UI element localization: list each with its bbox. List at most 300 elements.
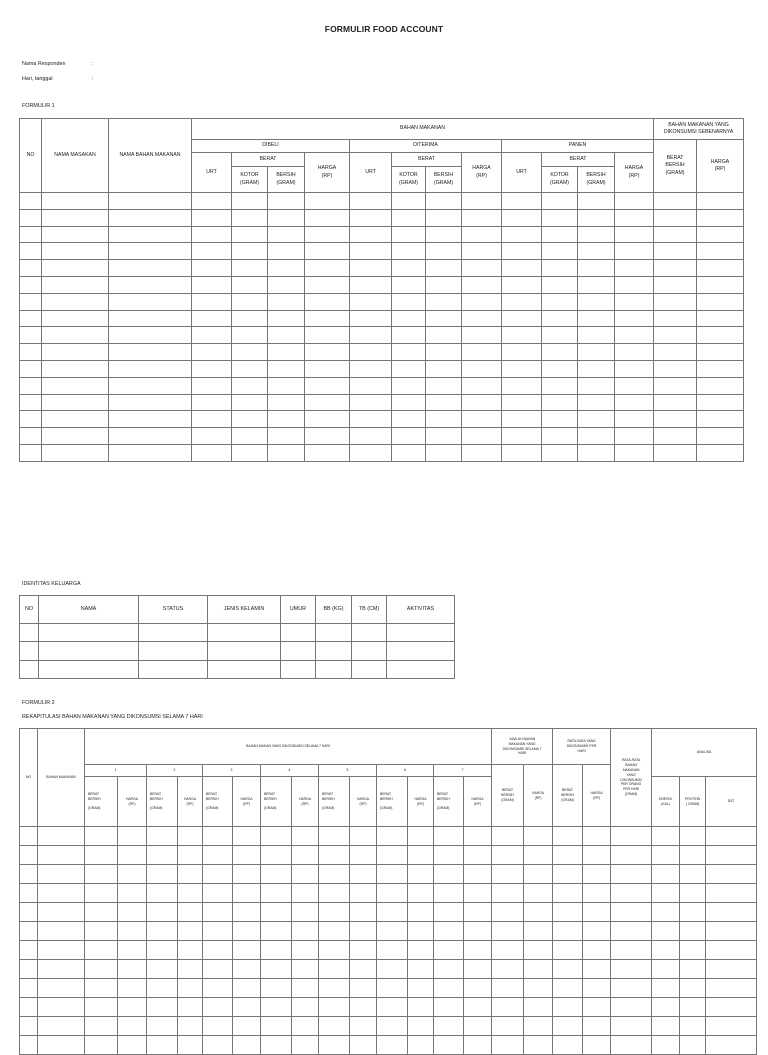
- form2-table-cell[interactable]: [434, 903, 464, 922]
- form1-table-cell[interactable]: [392, 360, 426, 377]
- form1-table-cell[interactable]: [42, 444, 109, 461]
- form2-table-cell[interactable]: [20, 846, 38, 865]
- form1-table-cell[interactable]: [268, 444, 305, 461]
- form1-table-cell[interactable]: [578, 444, 615, 461]
- form1-table-cell[interactable]: [615, 428, 654, 445]
- form1-table-cell[interactable]: [192, 243, 232, 260]
- form1-table-cell[interactable]: [542, 310, 578, 327]
- form2-table-cell[interactable]: [408, 941, 434, 960]
- form1-table-cell[interactable]: [305, 293, 350, 310]
- form2-table-cell[interactable]: [611, 846, 652, 865]
- form2-table-cell[interactable]: [20, 1036, 38, 1055]
- form1-table-cell[interactable]: [192, 394, 232, 411]
- form1-table-cell[interactable]: [268, 276, 305, 293]
- form2-table-cell[interactable]: [38, 960, 85, 979]
- form2-table-cell[interactable]: [408, 827, 434, 846]
- form2-table-cell[interactable]: [20, 922, 38, 941]
- form2-table-cell[interactable]: [178, 960, 203, 979]
- form1-table-cell[interactable]: [426, 209, 462, 226]
- form1-table-cell[interactable]: [268, 360, 305, 377]
- form1-table-cell[interactable]: [268, 344, 305, 361]
- form1-table-cell[interactable]: [392, 310, 426, 327]
- form2-table-cell[interactable]: [706, 998, 757, 1017]
- form1-table-cell[interactable]: [305, 310, 350, 327]
- form1-table-cell[interactable]: [542, 411, 578, 428]
- form1-table-cell[interactable]: [462, 310, 502, 327]
- form1-table-cell[interactable]: [578, 193, 615, 210]
- form2-table-cell[interactable]: [319, 979, 350, 998]
- form1-table-cell[interactable]: [654, 293, 697, 310]
- family-table-cell[interactable]: [39, 642, 139, 660]
- form1-table-cell[interactable]: [615, 226, 654, 243]
- form1-table-cell[interactable]: [192, 360, 232, 377]
- form1-table-cell[interactable]: [350, 276, 392, 293]
- form2-table-cell[interactable]: [524, 922, 553, 941]
- form2-table-cell[interactable]: [319, 998, 350, 1017]
- form2-table-cell[interactable]: [38, 865, 85, 884]
- form2-table-cell[interactable]: [434, 846, 464, 865]
- form1-table-cell[interactable]: [268, 310, 305, 327]
- form1-table-cell[interactable]: [615, 276, 654, 293]
- form2-table-cell[interactable]: [350, 846, 377, 865]
- form2-table-cell[interactable]: [553, 922, 583, 941]
- form2-table-cell[interactable]: [611, 827, 652, 846]
- form2-table-cell[interactable]: [350, 1036, 377, 1055]
- form1-table-cell[interactable]: [20, 377, 42, 394]
- form2-table-cell[interactable]: [408, 865, 434, 884]
- form2-table-cell[interactable]: [118, 827, 147, 846]
- form1-table-cell[interactable]: [578, 209, 615, 226]
- form2-table-cell[interactable]: [434, 960, 464, 979]
- form2-table-cell[interactable]: [38, 922, 85, 941]
- form2-table-cell[interactable]: [292, 865, 319, 884]
- form2-table-cell[interactable]: [492, 903, 524, 922]
- form2-table-cell[interactable]: [233, 846, 261, 865]
- form1-table-cell[interactable]: [20, 428, 42, 445]
- form2-table-cell[interactable]: [492, 922, 524, 941]
- form1-table-cell[interactable]: [462, 344, 502, 361]
- form1-table-cell[interactable]: [392, 327, 426, 344]
- form2-table-cell[interactable]: [553, 884, 583, 903]
- form2-table-cell[interactable]: [377, 1036, 408, 1055]
- form2-table-cell[interactable]: [203, 865, 233, 884]
- form2-table-cell[interactable]: [408, 903, 434, 922]
- family-table-cell[interactable]: [316, 660, 352, 678]
- form1-table-cell[interactable]: [426, 411, 462, 428]
- form2-table-cell[interactable]: [464, 865, 492, 884]
- form2-table-cell[interactable]: [492, 1036, 524, 1055]
- form2-table-cell[interactable]: [377, 1017, 408, 1036]
- form1-table-cell[interactable]: [42, 276, 109, 293]
- form1-table-cell[interactable]: [232, 327, 268, 344]
- form1-table-cell[interactable]: [109, 428, 192, 445]
- form1-table-cell[interactable]: [42, 310, 109, 327]
- form1-table-cell[interactable]: [20, 394, 42, 411]
- form1-table-cell[interactable]: [654, 360, 697, 377]
- form1-table-cell[interactable]: [502, 344, 542, 361]
- form2-table-cell[interactable]: [85, 846, 118, 865]
- form1-table-cell[interactable]: [42, 377, 109, 394]
- form1-table-cell[interactable]: [426, 243, 462, 260]
- form2-table-cell[interactable]: [377, 998, 408, 1017]
- form1-table-cell[interactable]: [654, 310, 697, 327]
- form2-table-cell[interactable]: [85, 903, 118, 922]
- form2-table-cell[interactable]: [203, 941, 233, 960]
- form2-table-cell[interactable]: [377, 827, 408, 846]
- form2-table-cell[interactable]: [292, 1036, 319, 1055]
- form1-table-cell[interactable]: [542, 394, 578, 411]
- form2-table-cell[interactable]: [408, 922, 434, 941]
- form1-table-cell[interactable]: [350, 428, 392, 445]
- form2-table-cell[interactable]: [203, 846, 233, 865]
- form1-table-cell[interactable]: [392, 243, 426, 260]
- form2-table-cell[interactable]: [434, 1036, 464, 1055]
- form2-table-cell[interactable]: [319, 1036, 350, 1055]
- form2-table-cell[interactable]: [611, 960, 652, 979]
- family-table-cell[interactable]: [139, 624, 208, 642]
- form1-table-cell[interactable]: [42, 193, 109, 210]
- form1-table-cell[interactable]: [268, 411, 305, 428]
- form2-table-cell[interactable]: [261, 922, 292, 941]
- form2-table-cell[interactable]: [147, 1036, 178, 1055]
- form1-table-cell[interactable]: [502, 209, 542, 226]
- form2-table-cell[interactable]: [652, 941, 680, 960]
- form2-table-cell[interactable]: [292, 846, 319, 865]
- form2-table-cell[interactable]: [524, 960, 553, 979]
- form2-table-cell[interactable]: [464, 979, 492, 998]
- form1-table-cell[interactable]: [192, 209, 232, 226]
- form1-table-cell[interactable]: [654, 243, 697, 260]
- form1-table-cell[interactable]: [392, 444, 426, 461]
- form2-table-cell[interactable]: [261, 1036, 292, 1055]
- form2-table-cell[interactable]: [38, 884, 85, 903]
- form1-table-cell[interactable]: [542, 444, 578, 461]
- form1-table-cell[interactable]: [350, 226, 392, 243]
- form1-table-cell[interactable]: [109, 310, 192, 327]
- form1-table-cell[interactable]: [615, 310, 654, 327]
- form2-table-cell[interactable]: [261, 846, 292, 865]
- form1-table-cell[interactable]: [305, 226, 350, 243]
- form1-table-cell[interactable]: [615, 293, 654, 310]
- form2-table-cell[interactable]: [408, 1017, 434, 1036]
- form2-table-cell[interactable]: [350, 884, 377, 903]
- form1-table-cell[interactable]: [42, 411, 109, 428]
- form1-table-cell[interactable]: [268, 377, 305, 394]
- family-table-cell[interactable]: [39, 660, 139, 678]
- form1-table-cell[interactable]: [305, 193, 350, 210]
- form2-table-cell[interactable]: [680, 827, 706, 846]
- form1-table-cell[interactable]: [305, 276, 350, 293]
- form1-table-cell[interactable]: [42, 327, 109, 344]
- form2-table-cell[interactable]: [553, 998, 583, 1017]
- form2-table-cell[interactable]: [118, 903, 147, 922]
- form2-table-cell[interactable]: [492, 1017, 524, 1036]
- form1-table-cell[interactable]: [268, 428, 305, 445]
- form1-table-cell[interactable]: [232, 444, 268, 461]
- form2-table-cell[interactable]: [492, 865, 524, 884]
- form2-table-cell[interactable]: [652, 827, 680, 846]
- form1-table-cell[interactable]: [578, 327, 615, 344]
- family-table-cell[interactable]: [387, 624, 455, 642]
- form2-table-cell[interactable]: [350, 941, 377, 960]
- form1-table-cell[interactable]: [542, 327, 578, 344]
- form2-table-cell[interactable]: [292, 884, 319, 903]
- form1-table-cell[interactable]: [426, 226, 462, 243]
- form1-table-cell[interactable]: [462, 260, 502, 277]
- form2-table-cell[interactable]: [652, 1036, 680, 1055]
- form2-table-cell[interactable]: [652, 846, 680, 865]
- form1-table-cell[interactable]: [192, 327, 232, 344]
- form1-table-cell[interactable]: [350, 344, 392, 361]
- form1-table-cell[interactable]: [42, 243, 109, 260]
- form2-table-cell[interactable]: [464, 922, 492, 941]
- form2-table-cell[interactable]: [408, 998, 434, 1017]
- family-table-cell[interactable]: [316, 624, 352, 642]
- form1-table-cell[interactable]: [462, 243, 502, 260]
- form1-table-cell[interactable]: [392, 209, 426, 226]
- form1-table-cell[interactable]: [268, 193, 305, 210]
- form2-table-cell[interactable]: [233, 979, 261, 998]
- form1-table-cell[interactable]: [109, 226, 192, 243]
- form2-table-cell[interactable]: [178, 903, 203, 922]
- form2-table-cell[interactable]: [524, 865, 553, 884]
- form2-table-cell[interactable]: [261, 865, 292, 884]
- form2-table-cell[interactable]: [524, 998, 553, 1017]
- form2-table-cell[interactable]: [319, 827, 350, 846]
- form2-table-cell[interactable]: [492, 941, 524, 960]
- form1-table-cell[interactable]: [192, 377, 232, 394]
- form1-table-cell[interactable]: [697, 209, 744, 226]
- form2-table-cell[interactable]: [524, 1017, 553, 1036]
- family-table-cell[interactable]: [20, 660, 39, 678]
- form2-table-cell[interactable]: [233, 903, 261, 922]
- form1-table-cell[interactable]: [697, 377, 744, 394]
- form1-table-cell[interactable]: [42, 293, 109, 310]
- form2-table-cell[interactable]: [20, 979, 38, 998]
- form1-table-cell[interactable]: [542, 193, 578, 210]
- form2-table-cell[interactable]: [524, 846, 553, 865]
- form2-table-cell[interactable]: [292, 903, 319, 922]
- form2-table-cell[interactable]: [583, 846, 611, 865]
- form2-table-cell[interactable]: [118, 941, 147, 960]
- form1-table-cell[interactable]: [697, 344, 744, 361]
- form1-table-cell[interactable]: [109, 411, 192, 428]
- form2-table-cell[interactable]: [706, 1017, 757, 1036]
- form1-table-cell[interactable]: [192, 260, 232, 277]
- form2-table-cell[interactable]: [492, 979, 524, 998]
- form1-table-cell[interactable]: [109, 360, 192, 377]
- form2-table-cell[interactable]: [377, 865, 408, 884]
- form2-table-cell[interactable]: [20, 884, 38, 903]
- form2-table-cell[interactable]: [611, 979, 652, 998]
- form1-table-cell[interactable]: [305, 209, 350, 226]
- form2-table-cell[interactable]: [377, 922, 408, 941]
- form2-table-cell[interactable]: [118, 884, 147, 903]
- form1-table-cell[interactable]: [392, 276, 426, 293]
- form1-table-cell[interactable]: [20, 209, 42, 226]
- form2-table-cell[interactable]: [553, 960, 583, 979]
- form1-table-cell[interactable]: [109, 327, 192, 344]
- family-table-cell[interactable]: [316, 642, 352, 660]
- form1-table-cell[interactable]: [350, 394, 392, 411]
- form1-table-cell[interactable]: [192, 428, 232, 445]
- form2-table-cell[interactable]: [350, 903, 377, 922]
- form2-table-cell[interactable]: [464, 1036, 492, 1055]
- form1-table-cell[interactable]: [232, 209, 268, 226]
- family-table-cell[interactable]: [352, 624, 387, 642]
- form1-table-cell[interactable]: [426, 310, 462, 327]
- form1-table-cell[interactable]: [305, 243, 350, 260]
- form2-table-cell[interactable]: [611, 922, 652, 941]
- form2-table-cell[interactable]: [680, 1017, 706, 1036]
- form1-table-cell[interactable]: [502, 444, 542, 461]
- form2-table-cell[interactable]: [680, 846, 706, 865]
- form1-table-cell[interactable]: [232, 394, 268, 411]
- form2-table-cell[interactable]: [492, 827, 524, 846]
- form2-table-cell[interactable]: [492, 884, 524, 903]
- form1-table-cell[interactable]: [426, 377, 462, 394]
- form2-table-cell[interactable]: [464, 827, 492, 846]
- form1-table-cell[interactable]: [305, 428, 350, 445]
- family-table-cell[interactable]: [139, 642, 208, 660]
- form1-table-cell[interactable]: [42, 428, 109, 445]
- form1-table-cell[interactable]: [232, 344, 268, 361]
- form1-table-cell[interactable]: [232, 260, 268, 277]
- form1-table-cell[interactable]: [268, 243, 305, 260]
- form2-table-cell[interactable]: [524, 1036, 553, 1055]
- form2-table-cell[interactable]: [147, 884, 178, 903]
- form2-table-cell[interactable]: [20, 941, 38, 960]
- form1-table-cell[interactable]: [350, 360, 392, 377]
- form2-table-cell[interactable]: [350, 865, 377, 884]
- form2-table-cell[interactable]: [38, 1017, 85, 1036]
- form2-table-cell[interactable]: [261, 979, 292, 998]
- form1-table-cell[interactable]: [654, 444, 697, 461]
- form1-table-cell[interactable]: [697, 260, 744, 277]
- form1-table-cell[interactable]: [654, 276, 697, 293]
- form1-table-cell[interactable]: [268, 226, 305, 243]
- form2-table-cell[interactable]: [680, 941, 706, 960]
- form2-table-cell[interactable]: [118, 922, 147, 941]
- form2-table-cell[interactable]: [377, 941, 408, 960]
- form2-table-cell[interactable]: [38, 827, 85, 846]
- form1-table-cell[interactable]: [426, 394, 462, 411]
- form1-table-cell[interactable]: [697, 293, 744, 310]
- form1-table-cell[interactable]: [42, 260, 109, 277]
- form2-table-cell[interactable]: [553, 979, 583, 998]
- form1-table-cell[interactable]: [350, 260, 392, 277]
- form1-table-cell[interactable]: [502, 411, 542, 428]
- form2-table-cell[interactable]: [706, 884, 757, 903]
- form1-table-cell[interactable]: [392, 193, 426, 210]
- form2-table-cell[interactable]: [434, 922, 464, 941]
- form2-table-cell[interactable]: [408, 1036, 434, 1055]
- form1-table-cell[interactable]: [350, 411, 392, 428]
- form1-table-cell[interactable]: [578, 276, 615, 293]
- form2-table-cell[interactable]: [408, 884, 434, 903]
- form1-table-cell[interactable]: [697, 428, 744, 445]
- form2-table-cell[interactable]: [464, 941, 492, 960]
- form2-table-cell[interactable]: [178, 979, 203, 998]
- form1-table-cell[interactable]: [232, 293, 268, 310]
- form2-table-cell[interactable]: [20, 827, 38, 846]
- form2-table-cell[interactable]: [178, 1036, 203, 1055]
- form1-table-cell[interactable]: [305, 377, 350, 394]
- form1-table-cell[interactable]: [350, 310, 392, 327]
- form2-table-cell[interactable]: [706, 922, 757, 941]
- form2-table-cell[interactable]: [492, 960, 524, 979]
- form2-table-cell[interactable]: [85, 998, 118, 1017]
- form1-table-cell[interactable]: [232, 360, 268, 377]
- form2-table-cell[interactable]: [319, 960, 350, 979]
- form1-table-cell[interactable]: [502, 377, 542, 394]
- form2-table-cell[interactable]: [652, 998, 680, 1017]
- form2-table-cell[interactable]: [611, 865, 652, 884]
- form1-table-cell[interactable]: [502, 310, 542, 327]
- form2-table-cell[interactable]: [147, 903, 178, 922]
- form1-table-cell[interactable]: [462, 377, 502, 394]
- form2-table-cell[interactable]: [408, 960, 434, 979]
- form2-table-cell[interactable]: [118, 1036, 147, 1055]
- form1-table-cell[interactable]: [615, 360, 654, 377]
- form1-table-cell[interactable]: [578, 226, 615, 243]
- form1-table-cell[interactable]: [654, 344, 697, 361]
- form2-table-cell[interactable]: [680, 865, 706, 884]
- family-table-cell[interactable]: [208, 624, 281, 642]
- form1-table-cell[interactable]: [502, 226, 542, 243]
- form1-table-cell[interactable]: [426, 444, 462, 461]
- form1-table-cell[interactable]: [542, 276, 578, 293]
- form2-table-cell[interactable]: [292, 922, 319, 941]
- form1-table-cell[interactable]: [462, 327, 502, 344]
- form2-table-cell[interactable]: [652, 884, 680, 903]
- form2-table-cell[interactable]: [85, 922, 118, 941]
- form2-table-cell[interactable]: [203, 998, 233, 1017]
- form2-table-cell[interactable]: [524, 941, 553, 960]
- form1-table-cell[interactable]: [462, 193, 502, 210]
- form2-table-cell[interactable]: [203, 884, 233, 903]
- form2-table-cell[interactable]: [233, 922, 261, 941]
- form1-table-cell[interactable]: [697, 243, 744, 260]
- form1-table-cell[interactable]: [392, 411, 426, 428]
- form2-table-cell[interactable]: [292, 979, 319, 998]
- form1-table-cell[interactable]: [109, 260, 192, 277]
- form2-table-cell[interactable]: [178, 865, 203, 884]
- form1-table-cell[interactable]: [654, 193, 697, 210]
- family-table-cell[interactable]: [281, 660, 316, 678]
- form2-table-cell[interactable]: [652, 922, 680, 941]
- form1-table-cell[interactable]: [20, 310, 42, 327]
- form2-table-cell[interactable]: [178, 922, 203, 941]
- form1-table-cell[interactable]: [615, 209, 654, 226]
- form1-table-cell[interactable]: [232, 243, 268, 260]
- form2-table-cell[interactable]: [85, 884, 118, 903]
- form2-table-cell[interactable]: [20, 1017, 38, 1036]
- form2-table-cell[interactable]: [611, 941, 652, 960]
- form1-table-cell[interactable]: [109, 344, 192, 361]
- form1-table-cell[interactable]: [542, 226, 578, 243]
- form2-table-cell[interactable]: [118, 865, 147, 884]
- form1-table-cell[interactable]: [192, 293, 232, 310]
- form1-table-cell[interactable]: [502, 260, 542, 277]
- form2-table-cell[interactable]: [233, 884, 261, 903]
- form2-table-cell[interactable]: [680, 1036, 706, 1055]
- form2-table-cell[interactable]: [377, 903, 408, 922]
- form2-table-cell[interactable]: [524, 903, 553, 922]
- form2-table-cell[interactable]: [85, 941, 118, 960]
- form2-table-cell[interactable]: [377, 979, 408, 998]
- form1-table-cell[interactable]: [615, 193, 654, 210]
